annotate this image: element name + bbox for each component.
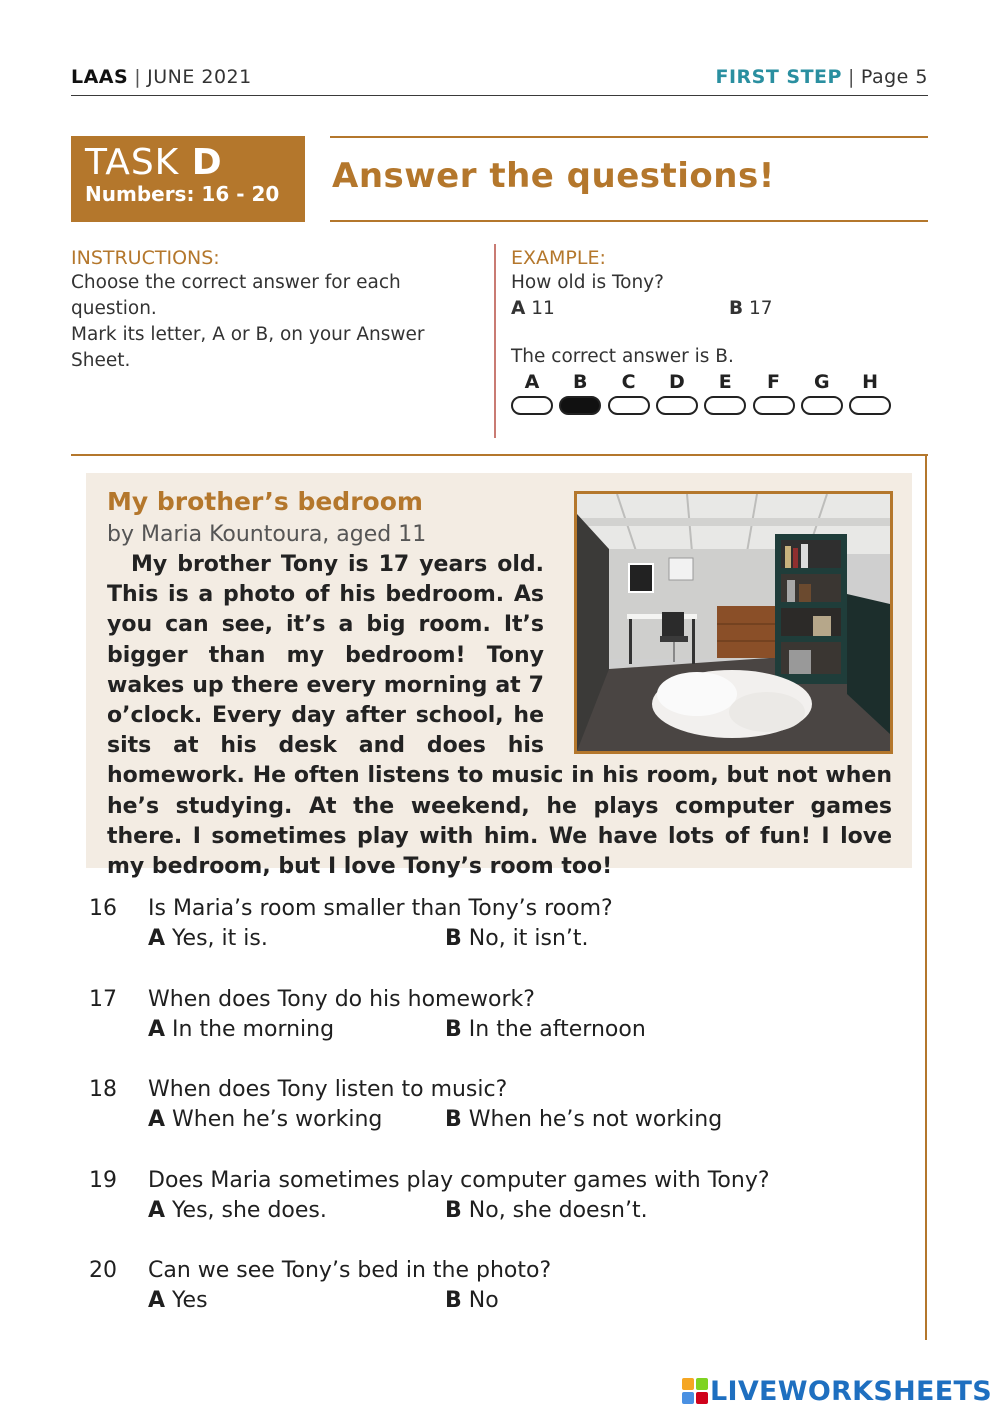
instructions-section [71,246,481,374]
answer-bubble [655,370,699,415]
option-letter: B [445,1016,462,1042]
bedroom-photo-illustration [577,494,890,751]
questions-list [89,894,889,1347]
header-separator: | [847,66,855,88]
bubble-oval [511,396,553,415]
answer-option-b[interactable] [445,1196,648,1226]
logo-text: LIVEWORKSHEETS [709,1375,992,1407]
task-label-box [71,136,305,222]
option-letter: A [148,1288,166,1313]
option-text: No, she doesn’t. [468,1197,648,1223]
logo-mark-icon [682,1378,708,1404]
option-letter: A [148,1197,166,1223]
bubble-oval [559,396,601,415]
example-options [511,296,931,322]
answer-option-b[interactable] [445,1015,646,1045]
header-left [71,66,252,88]
story-byline: by Maria Kountoura, aged 11 [107,522,427,547]
option-text: Yes, it is. [172,926,268,951]
bubble-oval [608,396,650,415]
example-option-b [729,296,773,322]
bubble-letter: G [813,371,830,393]
option-letter: A [511,298,526,319]
question-item [89,1256,889,1347]
example-heading: EXAMPLE: [511,247,606,269]
story-title: My brother’s bedroom [107,487,423,516]
bubble-letter: E [718,371,732,393]
logo-mark-tile [682,1392,694,1404]
answer-bubble [703,370,747,415]
bubble-oval [849,396,891,415]
task-numbers: Numbers: 16 - 20 [85,182,280,206]
answer-bubble [800,370,844,415]
bubble-oval [704,396,746,415]
answer-bubble [848,370,892,415]
logo-mark-tile [696,1392,708,1404]
answer-option-a[interactable] [148,1196,327,1226]
header-separator: | [134,66,142,88]
story-text: My brother Tony is 17 years old. This is a photo of his bedroom. As you can see, it’s a big room. It’s bigger than my bedroom! Tony wakes up there every morning at 7 o’clock. Every day after school, he sits at his desk and does his homework. He often listens to music in his room, but not when he’s studying. At the weekend, he plays computer games there. I sometimes play with him. We have lots of fun! I love my bedroom, but I love Tony’s room too! [107,552,892,880]
page-header [71,66,928,96]
option-text: No, it isn’t. [468,926,589,951]
bubble-letter: D [669,371,685,393]
answer-option-b[interactable] [445,924,589,954]
question-item [89,1166,889,1257]
question-number: 20 [89,1258,117,1283]
question-text: Can we see Tony’s bed in the photo? [148,1258,552,1283]
question-number: 17 [89,986,117,1012]
bubble-letter: H [862,371,879,393]
example-question: How old is Tony? [511,272,664,293]
option-text: In the afternoon [468,1016,646,1042]
bubble-oval [801,396,843,415]
option-text: 17 [749,298,773,319]
answer-option-a[interactable] [148,1015,334,1045]
level-name: FIRST STEP [715,66,842,88]
bubble-oval [656,396,698,415]
question-item [89,1075,889,1166]
question-item [89,985,889,1076]
answer-option-a[interactable] [148,1105,382,1135]
option-text: 11 [531,298,555,319]
logo-mark-tile [696,1378,708,1390]
instructions-line: Mark its letter, A or B, on your Answer Sheet. [71,324,425,371]
answer-bubble [510,370,554,415]
issue-date: JUNE 2021 [147,66,252,88]
liveworksheets-logo [682,1373,992,1409]
option-text: Yes, she does. [172,1197,327,1223]
brand-name: LAAS [71,66,129,88]
bedroom-photo [574,491,893,754]
option-letter: B [729,298,744,319]
answer-bubble [607,370,651,415]
answer-bubble [558,370,602,415]
task-title: Answer the questions! [332,156,775,196]
option-letter: B [445,1197,462,1223]
bubble-letter: B [573,371,588,393]
option-letter: A [148,1016,166,1042]
question-number: 18 [89,1077,117,1102]
option-text: When he’s not working [468,1107,723,1132]
frame-right-line [925,454,927,1340]
answer-bubbles [511,370,931,420]
option-text: In the morning [172,1016,335,1042]
example-option-a [511,296,555,322]
question-number: 19 [89,1167,117,1193]
page-number: Page 5 [860,66,928,88]
question-number: 16 [89,896,117,921]
example-section [511,246,931,420]
option-text: Yes [172,1288,208,1313]
question-item [89,894,889,985]
question-text: When does Tony listen to music? [148,1077,508,1102]
task-title-bar [330,136,928,222]
logo-mark-tile [682,1378,694,1390]
column-divider [494,244,496,438]
question-text: Does Maria sometimes play computer games with Tony? [148,1167,770,1193]
instructions-heading: INSTRUCTIONS: [71,247,220,269]
option-letter: B [445,1288,462,1313]
answer-option-b[interactable] [445,1105,722,1135]
option-letter: A [148,1107,166,1132]
answer-option-a[interactable] [148,1286,208,1316]
question-text: Is Maria’s room smaller than Tony’s room? [148,896,613,921]
instructions-line: Choose the correct answer for each question. [71,272,401,319]
option-text: No [468,1288,499,1313]
task-letter: D [191,142,223,183]
bubble-letter: C [621,371,636,393]
answer-option-b[interactable] [445,1286,499,1316]
question-text: When does Tony do his homework? [148,986,535,1012]
option-letter: A [148,926,166,951]
bubble-letter: A [524,371,540,393]
answer-bubble [752,370,796,415]
option-letter: B [445,1107,462,1132]
frame-top-line [71,454,928,456]
example-correct-answer: The correct answer is B. [511,346,734,367]
option-text: When he’s working [172,1107,383,1132]
bubble-letter: F [767,371,780,393]
task-word: TASK [85,142,180,183]
option-letter: B [445,926,462,951]
bubble-oval [753,396,795,415]
header-right [715,66,928,88]
answer-option-a[interactable] [148,924,268,954]
task-heading [85,144,291,182]
